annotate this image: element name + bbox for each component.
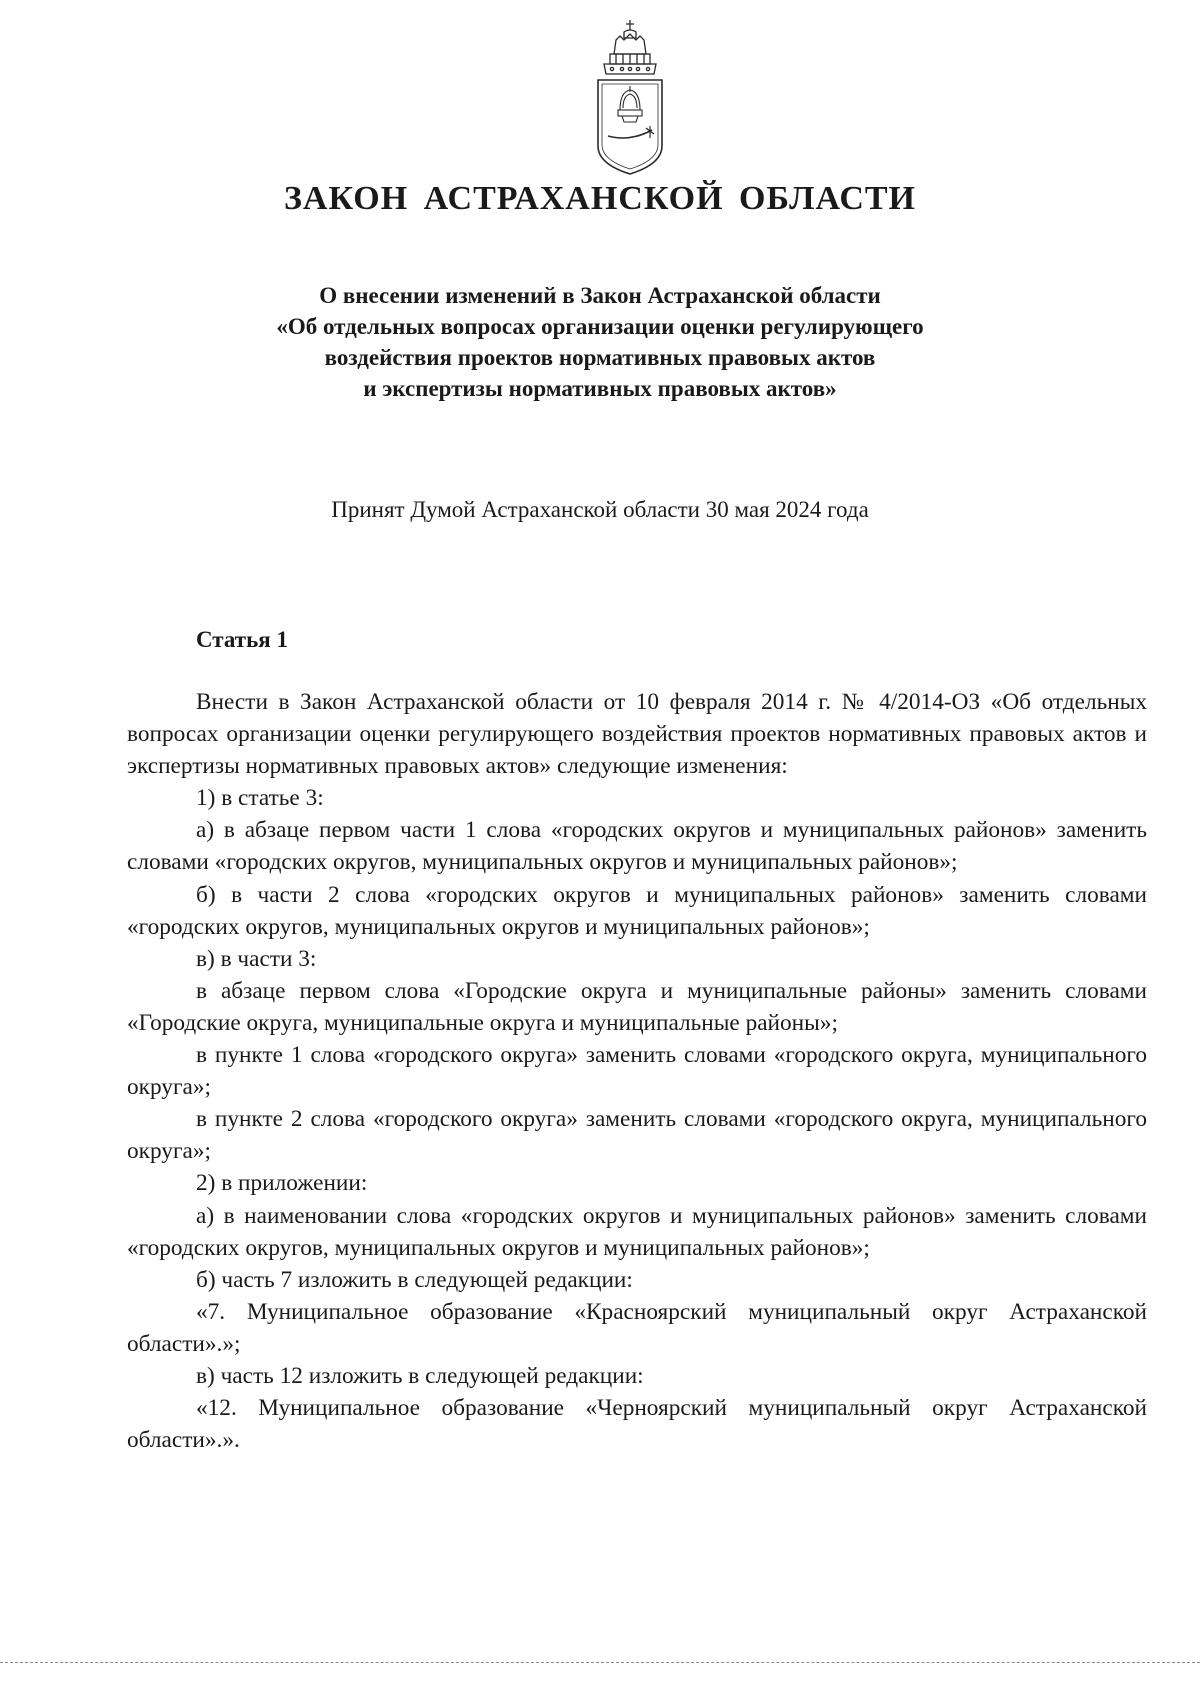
subject-line: воздействия проектов нормативных правовых актов bbox=[324, 345, 876, 370]
paragraph: «7. Муниципальное образование «Красноярский муниципальный округ Астраханской области».»; bbox=[127, 1298, 1147, 1357]
article-body bbox=[127, 686, 1147, 1456]
paragraph: а) в абзаце первом части 1 слова «городских округов и муниципальных районов» заменить словами «городских округов, муниципальных округов и муниципальных районов»; bbox=[127, 817, 1147, 876]
paragraph: 1) в статье 3: bbox=[196, 785, 324, 812]
paragraph: 2) в приложении: bbox=[196, 1170, 368, 1197]
paragraph: в пункте 2 слова «городского округа» заменить словами «городского округа, муниципального округа»; bbox=[127, 1106, 1147, 1165]
adoption-line: Принят Думой Астраханской области 30 мая 2024 года bbox=[331, 497, 869, 522]
paragraph: в) часть 12 изложить в следующей редакции: bbox=[196, 1362, 644, 1389]
paragraph: б) часть 7 изложить в следующей редакции: bbox=[196, 1266, 633, 1293]
paragraph: в пункте 1 слова «городского округа» заменить словами «городского округа, муниципального округа»; bbox=[127, 1042, 1147, 1101]
law-subject bbox=[0, 280, 1200, 404]
paragraph: Внести в Закон Астраханской области от 10 февраля 2014 г. № 4/2014-ОЗ «Об отдельных вопросах организации оценки регулирующего воздействия проектов нормативных правовых актов и экспертизы нормативных правовых актов» следующие изменения: bbox=[127, 689, 1147, 780]
page-bottom-divider bbox=[0, 1662, 1200, 1663]
subject-line: «Об отдельных вопросах организации оценки регулирующего bbox=[276, 314, 924, 339]
paragraph: а) в наименовании слова «городских округов и муниципальных районов» заменить словами «городских округов, муниципальных округов и муниципальных районов»; bbox=[127, 1202, 1147, 1261]
subject-line: и экспертизы нормативных правовых актов» bbox=[363, 376, 837, 401]
article-heading: Статья 1 bbox=[196, 627, 288, 652]
paragraph: «12. Муниципальное образование «Черноярский муниципальный округ Астраханской области».». bbox=[127, 1395, 1147, 1454]
paragraph: в абзаце первом слова «Городские округа и муниципальные районы» заменить словами «Городские округа, муниципальные округа и муниципальные районы»; bbox=[127, 977, 1147, 1036]
subject-line: О внесении изменений в Закон Астраханской области bbox=[319, 283, 881, 308]
law-title: ЗАКОН АСТРАХАНСКОЙ ОБЛАСТИ bbox=[283, 180, 917, 217]
paragraph: в) в части 3: bbox=[196, 945, 317, 972]
paragraph: б) в части 2 слова «городских округов и муниципальных районов» заменить словами «городских округов, муниципальных округов и муниципальных районов»; bbox=[127, 881, 1147, 940]
astrakhan-coat-of-arms-icon bbox=[590, 18, 670, 178]
